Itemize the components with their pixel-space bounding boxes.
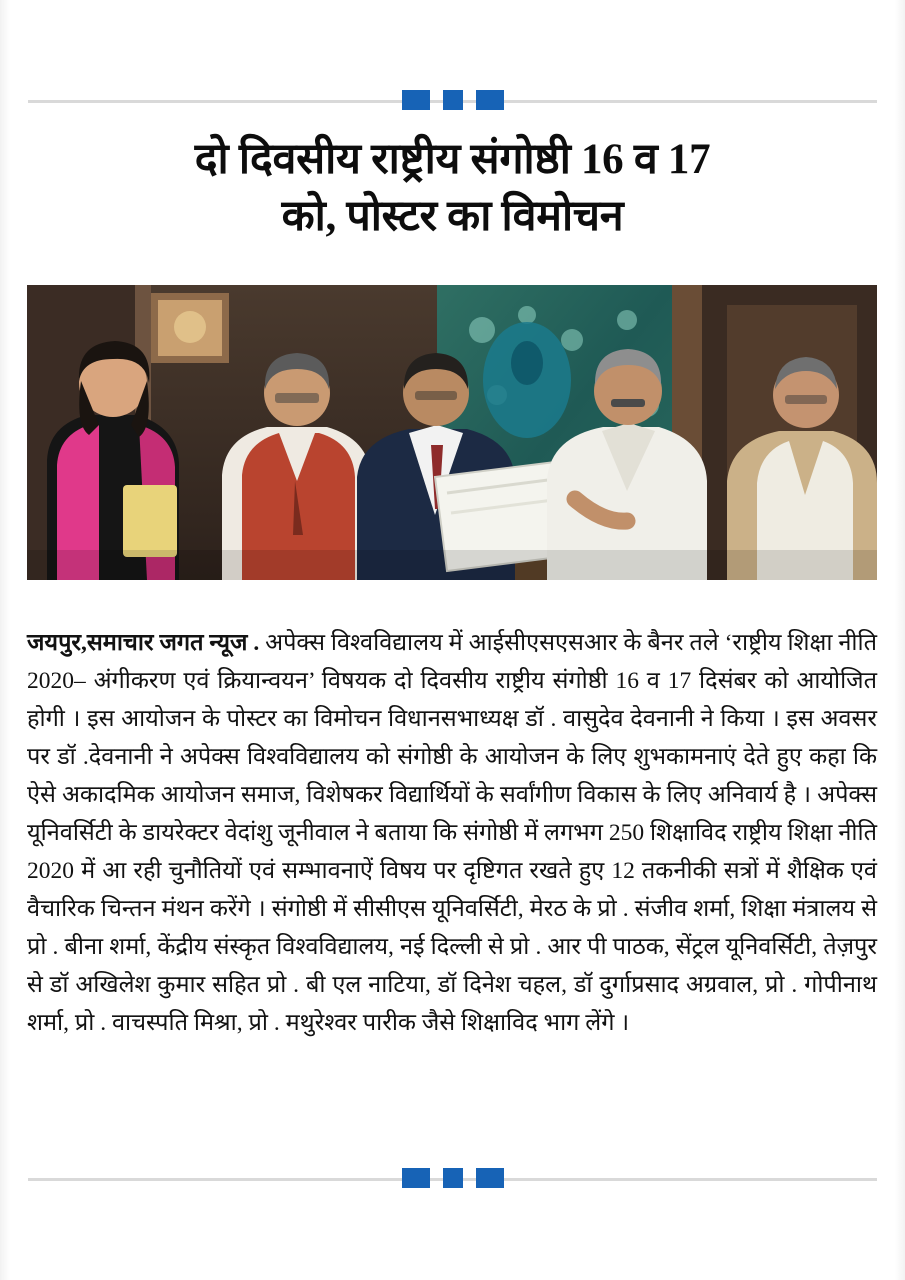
headline-line-2: को, पोस्टर का विमोचन (281, 192, 624, 240)
decor-square-icon (443, 90, 463, 110)
article-photo (27, 285, 877, 580)
page-left-edge-shadow (0, 0, 10, 1280)
article-text: अपेक्स विश्वविद्यालय में आईसीएसएसआर के बैनर तले ‘राष्ट्रीय शिक्षा नीति 2020– अंगीकरण एवं क्रियान्वयन’ विषयक दो दिवसीय राष्ट्रीय संगोष्ठी 16 व 17 दिसंबर को आयोजित होगी । इस आयोजन के पोस्टर का विमोचन विधानसभाध्यक्ष डॉ . वासुदेव देवनानी ने किया । इस अवसर पर डॉ .देवनानी ने अपेक्स विश्वविद्यालय को संगोष्ठी के आयोजन के लिए शुभकामनाएं देते हुए कहा कि ऐसे अकादमिक आयोजन समाज, विशेषकर विद्यार्थियों के सर्वांगीण विकास के लिए अनिवार्य है । अपेक्स यूनिवर्सिटी के डायरेक्टर वेदांशु जूनीवाल ने बताया कि संगोष्ठी में लगभग 250 शिक्षाविद राष्ट्रीय शिक्षा नीति 2020 में आ रही चुनौतियों एवं सम्भावनाऐं विषय पर दृष्टिगत रखते हुए 12 तकनीकी सत्रों में शैक्षिक एवं वैचारिक चिन्तन मंथन करेंगे । संगोष्ठी में सीसीएस यूनिवर्सिटी, मेरठ के प्रो . संजीव शर्मा, शिक्षा मंत्रालय से प्रो . बीना शर्मा, केंद्रीय संस्कृत विश्वविद्यालय, नई दिल्ली से प्रो . आर पी पाठक, सेंट्रल यूनिवर्सिटी, तेज़पुर से डॉ अखिलेश कुमार सहित प्रो . बी एल नाटिया, डॉ दिनेश चहल, डॉ दुर्गाप्रसाद अग्रवाल, प्रो . गोपीनाथ शर्मा, प्रो . वाचस्पति मिश्रा, प्रो . मथुरेश्वर पारीक जैसे शिक्षाविद भाग लेंगे । (27, 629, 877, 1037)
article-body (27, 624, 877, 1043)
article-dateline: जयपुर,समाचार जगत न्यूज . (27, 629, 260, 656)
bottom-divider-squares (0, 1166, 905, 1190)
article-headline (30, 132, 875, 246)
photo-illustration (27, 285, 877, 580)
decor-square-icon (476, 1168, 504, 1188)
headline-line-1: दो दिवसीय राष्ट्रीय संगोष्ठी 16 व 17 (194, 136, 711, 183)
decor-square-icon (443, 1168, 463, 1188)
decor-square-icon (402, 1168, 430, 1188)
page-right-edge-shadow (895, 0, 905, 1280)
decor-square-icon (402, 90, 430, 110)
top-divider-squares (0, 88, 905, 112)
decor-square-icon (476, 90, 504, 110)
